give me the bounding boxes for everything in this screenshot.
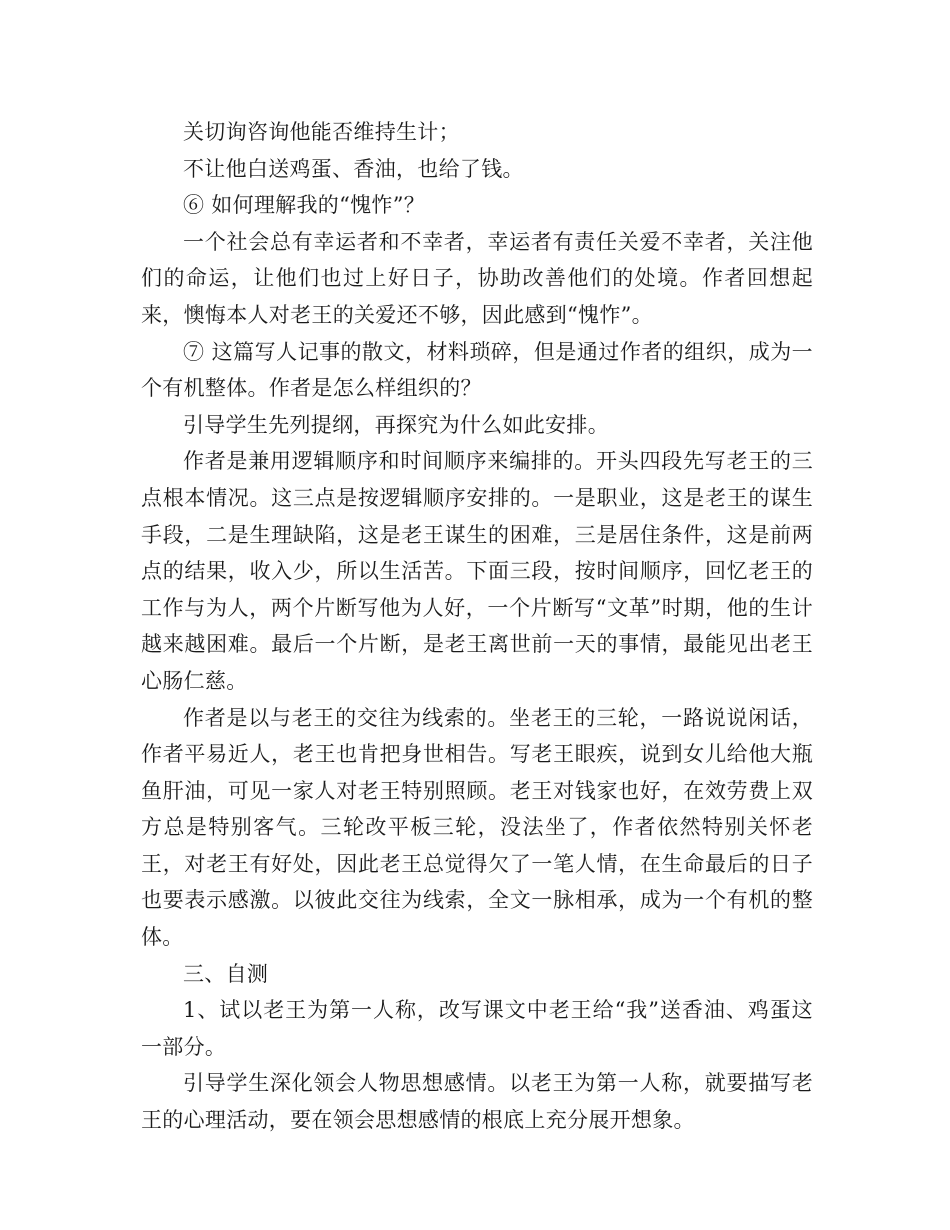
paragraph-1: 关切询咨询他能否维持生计； xyxy=(183,120,460,144)
paragraph-2: 不让他白送鸡蛋、香油，也给了钱。 xyxy=(183,156,524,181)
paragraph-6: 引导学生先列提纲，再探究为什么如此安排。 xyxy=(183,412,609,437)
paragraph-4: 一个社会总有幸运者和不幸者，幸运者有责任关爱不幸者，关注他们的命运，让他们也过上好日子，协助改善他们的处境。作者回想起来，懊悔本人对老王的关爱还不够，因此感到“愧怍”。 xyxy=(141,229,813,327)
section-heading-self-test: 三、自测 xyxy=(183,961,269,986)
document-body xyxy=(141,114,813,1139)
question-6: ⑥ 如何理解我的“愧怍”？ xyxy=(183,193,426,218)
paragraph-11: 引导学生深化领会人物思想感情。以老王为第一人称，就要描写老王的心理活动，要在领会思想感情的根底上充分展开想象。 xyxy=(141,1071,813,1133)
exercise-1: 1、试以老王为第一人称，改写课文中老王给“我”送香油、鸡蛋这一部分。 xyxy=(141,998,813,1059)
question-7: ⑦ 这篇写人记事的散文，材料琐碎，但是通过作者的组织，成为一个有机整体。作者是怎么样组织的？ xyxy=(141,339,813,401)
paragraph-8: 作者是以与老王的交往为线索的。坐老王的三轮，一路说说闲话，作者平易近人，老王也肯把身世相告。写老王眼疾，说到女儿给他大瓶鱼肝油，可见一家人对老王特别照顾。老王对钱家也好，在效劳费上双方总是特别客气。三轮改平板三轮，没法坐了，作者依然特别关怀老王，对老王有好处，因此老王总觉得欠了一笔人情，在生命最后的日子也要表示感激。以彼此交往为线索，全文一脉相承，成为一个有机的整体。 xyxy=(141,705,813,950)
paragraph-7: 作者是兼用逻辑顺序和时间顺序来编排的。开头四段先写老王的三点根本情况。这三点是按逻辑顺序安排的。一是职业，这是老王的谋生手段，二是生理缺陷，这是老王谋生的困难，三是居住条件，这是前两点的结果，收入少，所以生活苦。下面三段，按时间顺序，回忆老王的工作与为人，两个片断写他为人好，一个片断写“文革”时期，他的生计越来越困难。最后一个片断，是老王离世前一天的事情，最能见出老王心肠仁慈。 xyxy=(141,449,813,693)
